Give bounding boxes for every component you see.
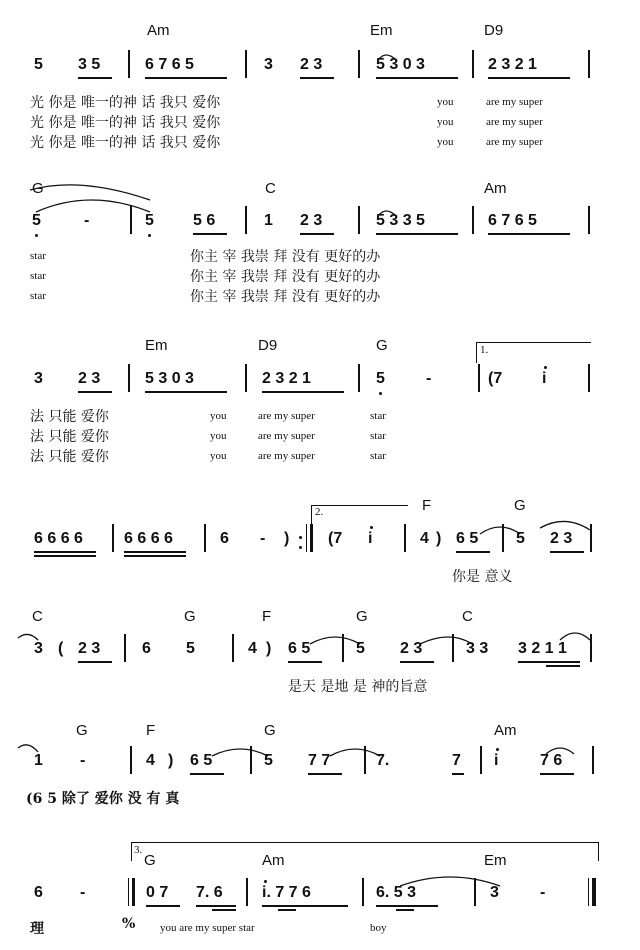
chord-label: F — [422, 497, 432, 514]
slur-arc — [560, 633, 590, 640]
note-group: 2 3 — [78, 640, 101, 657]
note-group: 5 3 0 3 — [145, 370, 194, 387]
chord-label: D9 — [258, 337, 278, 354]
lyric-english: star — [30, 270, 46, 282]
note-group: 5 — [376, 370, 385, 387]
note-group: 6 — [220, 530, 229, 547]
note-group: - — [84, 212, 90, 229]
note-group: 7 — [452, 752, 461, 769]
note-group: - — [540, 884, 546, 901]
note-group: i — [368, 530, 373, 547]
note-group: 2 3 — [550, 530, 573, 547]
chord-label: Em — [145, 337, 168, 354]
slur-arc — [400, 877, 500, 886]
lyric-english: you are my super star — [160, 922, 255, 934]
volta-number: 1. — [480, 344, 489, 356]
note-group: 5 — [264, 752, 273, 769]
note-group: 4 — [248, 640, 257, 657]
chord-label: G — [264, 722, 276, 739]
note-group: 2 3 — [300, 56, 323, 73]
chord-label: G — [184, 608, 196, 625]
note-group: 6 5 — [288, 640, 311, 657]
lyric-line: 是天 是地 是 神的旨意 — [288, 679, 428, 695]
segno-icon: % — [122, 916, 136, 932]
lyric-line: 光 你是 唯一的神 话 我只 爱你 — [30, 135, 221, 151]
chord-label: G — [356, 608, 368, 625]
slur-arc — [546, 748, 574, 754]
note-group: 3 — [34, 370, 43, 387]
chord-label: Em — [370, 22, 393, 39]
lyric-line: 你主 宰 我崇 拜 没有 更好的办 — [190, 289, 381, 305]
note-group: 5 — [516, 530, 525, 547]
slur-arc — [212, 749, 268, 756]
lyric-line: 法 只能 爱你 — [30, 409, 109, 425]
note-group: ) — [436, 530, 442, 547]
note-group: 2 3 — [78, 370, 101, 387]
note-group: 1 — [34, 752, 43, 769]
note-group: 5 — [145, 212, 154, 229]
slur-arc — [18, 745, 38, 752]
note-group: i — [542, 370, 547, 387]
lyric-english: are my super — [258, 430, 315, 442]
note-group: 7. 6 — [196, 884, 223, 901]
lyric-english: you — [437, 96, 454, 108]
note-group: 7. — [376, 752, 390, 769]
chord-label: Am — [147, 22, 170, 39]
note-group: 6 — [34, 884, 43, 901]
note-group: 2 3 2 1 — [488, 56, 537, 73]
note-group: 3 — [264, 56, 273, 73]
lyric-english: are my super — [486, 136, 543, 148]
note-group: 5 — [32, 212, 41, 229]
slur-arc — [378, 55, 396, 60]
note-group: 6. 5 3 — [376, 884, 417, 901]
note-group: 5 — [186, 640, 195, 657]
note-group: - — [80, 884, 86, 901]
note-group: 7 7 — [308, 752, 331, 769]
note-group: 5 — [34, 56, 43, 73]
note-group: 3 3 — [466, 640, 489, 657]
chord-label: Em — [484, 852, 507, 869]
note-group: 4 — [420, 530, 429, 547]
lyric-english: are my super — [258, 410, 315, 422]
note-group: 3 — [490, 884, 499, 901]
note-group: (7 — [488, 370, 503, 387]
lyric-line: 法 只能 爱你 — [30, 449, 109, 465]
lyric-english: you — [437, 116, 454, 128]
note-group: 4 — [146, 752, 155, 769]
slur-arc — [310, 637, 360, 644]
chord-label: C — [265, 180, 276, 197]
note-group: 3 5 — [78, 56, 101, 73]
note-group: 2 3 2 1 — [262, 370, 311, 387]
lyric-english: are my super — [486, 116, 543, 128]
lyric-english: star — [370, 430, 386, 442]
note-group: ) — [168, 752, 174, 769]
volta-number: 2. — [315, 506, 324, 518]
note-group: 1 — [264, 212, 273, 229]
slur-arc — [420, 637, 472, 644]
lyric-english: you — [210, 410, 227, 422]
lyric-line: 你是 意义 — [452, 569, 513, 585]
lyric-english: star — [370, 410, 386, 422]
chord-label: C — [462, 608, 473, 625]
lyric-english: you — [210, 450, 227, 462]
slur-arc — [36, 200, 150, 212]
note-group: 6 6 6 6 — [34, 530, 83, 547]
chord-label: G — [514, 497, 526, 514]
slur-arc — [330, 749, 380, 756]
lyric-english: star — [30, 290, 46, 302]
lyric-english: boy — [370, 922, 387, 934]
note-group: i — [494, 752, 499, 769]
lyric-english: are my super — [486, 96, 543, 108]
slur-arc — [378, 211, 396, 216]
note-group: 5 — [356, 640, 365, 657]
note-group: 3 — [34, 640, 43, 657]
note-group: 2 3 — [300, 212, 323, 229]
lyric-line: (6 5 除了 爱你 没 有 真 — [26, 791, 180, 807]
chord-label: Am — [494, 722, 517, 739]
chord-label: G — [144, 852, 156, 869]
note-group: (7 — [328, 530, 343, 547]
slur-arc — [540, 521, 590, 530]
note-group: 3 2 1 1 — [518, 640, 567, 657]
chord-label: Am — [484, 180, 507, 197]
chord-label: F — [262, 608, 272, 625]
note-group: - — [260, 530, 266, 547]
note-group: - — [80, 752, 86, 769]
lyric-line: 光 你是 唯一的神 话 我只 爱你 — [30, 95, 221, 111]
slur-arc — [30, 185, 150, 200]
note-group: 6 7 6 5 — [145, 56, 194, 73]
slur-arc — [480, 527, 520, 534]
note-group: ) — [284, 530, 290, 547]
lyric-line: 你主 宰 我崇 拜 没有 更好的办 — [190, 269, 381, 285]
chord-label: D9 — [484, 22, 504, 39]
note-group: 6 7 6 5 — [488, 212, 537, 229]
chord-label: G — [376, 337, 388, 354]
note-group: 5 3 3 5 — [376, 212, 425, 229]
volta-number: 3. — [134, 844, 143, 856]
lyric-line: 你主 宰 我崇 拜 没有 更好的办 — [190, 249, 381, 265]
note-group: 5 3 0 3 — [376, 56, 425, 73]
note-group: ) — [266, 640, 272, 657]
note-group: 6 5 — [456, 530, 479, 547]
chord-label: Am — [262, 852, 285, 869]
lyric-line: 法 只能 爱你 — [30, 429, 109, 445]
note-group: - — [426, 370, 432, 387]
chord-label: G — [76, 722, 88, 739]
chord-label: C — [32, 608, 43, 625]
note-group: 5 6 — [193, 212, 216, 229]
note-group: ( — [58, 640, 64, 657]
note-group: 0 7 — [146, 884, 169, 901]
note-group: 7 6 — [540, 752, 563, 769]
note-group: 6 6 6 6 — [124, 530, 173, 547]
lyric-english: star — [30, 250, 46, 262]
chord-label: F — [146, 722, 156, 739]
lyric-english: you — [210, 430, 227, 442]
chord-label: G — [32, 180, 44, 197]
lyric-line: 理 — [30, 921, 44, 937]
slur-arc — [18, 634, 38, 640]
note-group: 6 5 — [190, 752, 213, 769]
lyric-english: star — [370, 450, 386, 462]
note-group: 2 3 — [400, 640, 423, 657]
note-group: 6 — [142, 640, 151, 657]
lyric-english: you — [437, 136, 454, 148]
note-group: i. 7 7 6 — [262, 884, 311, 901]
lyric-english: are my super — [258, 450, 315, 462]
lyric-line: 光 你是 唯一的神 话 我只 爱你 — [30, 115, 221, 131]
